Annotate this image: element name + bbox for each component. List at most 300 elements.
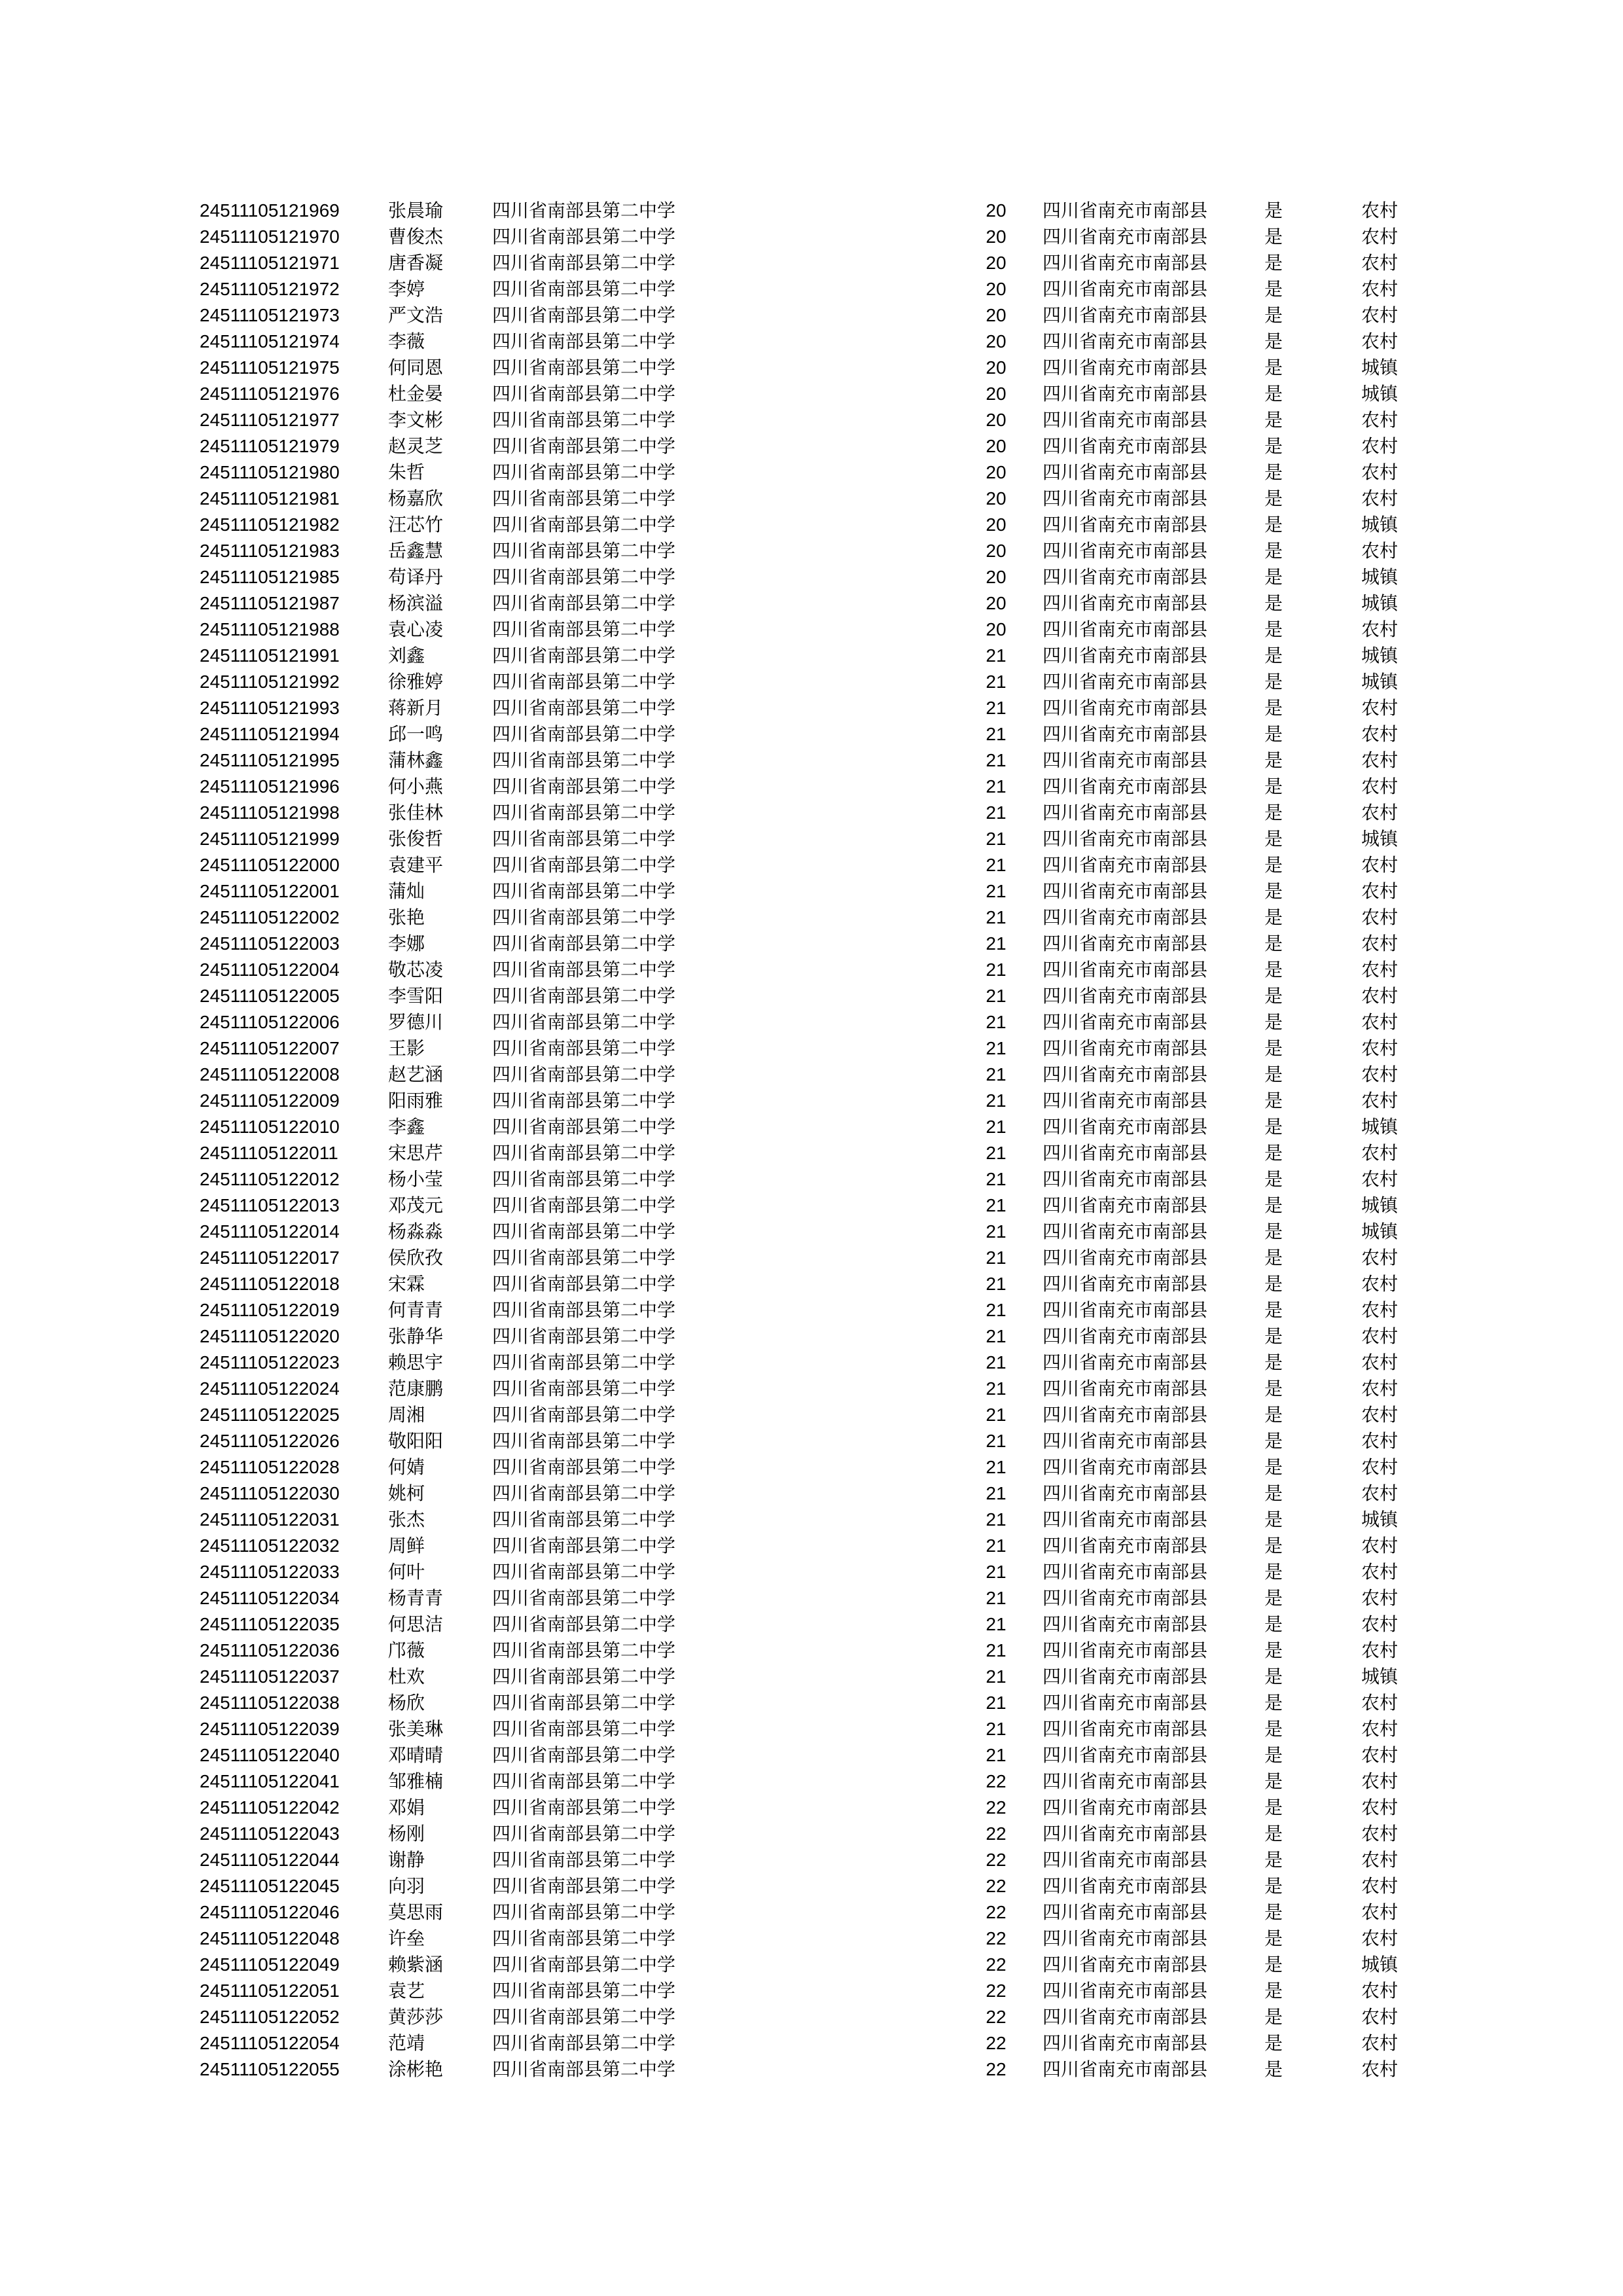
table-row xyxy=(0,1821,1623,1847)
school-name: 四川省南部县第二中学 xyxy=(492,383,676,404)
school-name: 四川省南部县第二中学 xyxy=(492,1954,676,1975)
area-type: 农村 xyxy=(1361,985,1399,1007)
area-type: 农村 xyxy=(1361,906,1399,928)
home-address: 四川省南充市南部县 xyxy=(1043,1587,1208,1609)
school-name: 四川省南部县第二中学 xyxy=(492,1823,676,1844)
home-address: 四川省南充市南部县 xyxy=(1043,1823,1208,1844)
area-type: 农村 xyxy=(1361,1613,1399,1635)
status-flag: 是 xyxy=(1264,540,1283,562)
area-type: 城镇 xyxy=(1361,592,1399,614)
student-id: 24511105121999 xyxy=(200,829,340,849)
area-type: 农村 xyxy=(1361,1770,1399,1792)
student-id: 24511105121974 xyxy=(200,331,340,351)
age-value: 21 xyxy=(986,1090,1007,1111)
student-name: 杨欣 xyxy=(388,1692,425,1713)
area-type: 农村 xyxy=(1361,776,1399,797)
school-name: 四川省南部县第二中学 xyxy=(492,1456,676,1478)
school-name: 四川省南部县第二中学 xyxy=(492,880,676,902)
home-address: 四川省南充市南部县 xyxy=(1043,802,1208,823)
age-value: 20 xyxy=(986,253,1007,273)
status-flag: 是 xyxy=(1264,1325,1283,1347)
student-id: 24511105122019 xyxy=(200,1300,340,1320)
age-value: 21 xyxy=(986,802,1007,823)
age-value: 22 xyxy=(986,2059,1007,2079)
student-id: 24511105122039 xyxy=(200,1719,340,1739)
home-address: 四川省南充市南部县 xyxy=(1043,1770,1208,1792)
home-address: 四川省南充市南部县 xyxy=(1043,828,1208,850)
student-name: 朱哲 xyxy=(388,461,425,483)
age-value: 22 xyxy=(986,1797,1007,1818)
table-row xyxy=(0,1245,1623,1271)
home-address: 四川省南充市南部县 xyxy=(1043,1613,1208,1635)
student-name: 赖紫涵 xyxy=(388,1954,444,1975)
student-name: 罗德川 xyxy=(388,1011,444,1033)
home-address: 四川省南充市南部县 xyxy=(1043,1142,1208,1164)
age-value: 20 xyxy=(986,226,1007,247)
student-id: 24511105122055 xyxy=(200,2059,340,2079)
student-name: 蒲灿 xyxy=(388,880,425,902)
status-flag: 是 xyxy=(1264,671,1283,692)
student-name: 杨淼淼 xyxy=(388,1221,444,1242)
area-type: 农村 xyxy=(1361,1744,1399,1766)
school-name: 四川省南部县第二中学 xyxy=(492,1666,676,1687)
home-address: 四川省南充市南部县 xyxy=(1043,619,1208,640)
home-address: 四川省南充市南部县 xyxy=(1043,1299,1208,1321)
student-id: 24511105122054 xyxy=(200,2033,340,2053)
student-name: 苟译丹 xyxy=(388,566,444,588)
age-value: 20 xyxy=(986,593,1007,613)
table-row xyxy=(0,1402,1623,1428)
school-name: 四川省南部县第二中学 xyxy=(492,828,676,850)
age-value: 20 xyxy=(986,410,1007,430)
area-type: 城镇 xyxy=(1361,357,1399,378)
status-flag: 是 xyxy=(1264,409,1283,431)
status-flag: 是 xyxy=(1264,252,1283,274)
student-id: 24511105122031 xyxy=(200,1509,340,1530)
home-address: 四川省南充市南部县 xyxy=(1043,1456,1208,1478)
school-name: 四川省南部县第二中学 xyxy=(492,1797,676,1818)
school-name: 四川省南部县第二中学 xyxy=(492,435,676,457)
home-address: 四川省南充市南部县 xyxy=(1043,1430,1208,1452)
age-value: 21 xyxy=(986,1509,1007,1530)
home-address: 四川省南充市南部县 xyxy=(1043,1666,1208,1687)
table-row xyxy=(0,1533,1623,1559)
school-name: 四川省南部县第二中学 xyxy=(492,1037,676,1059)
age-value: 21 xyxy=(986,1378,1007,1399)
table-row xyxy=(0,747,1623,774)
area-type: 农村 xyxy=(1361,226,1399,247)
area-type: 农村 xyxy=(1361,1875,1399,1897)
home-address: 四川省南充市南部县 xyxy=(1043,1980,1208,2001)
status-flag: 是 xyxy=(1264,304,1283,326)
area-type: 农村 xyxy=(1361,1587,1399,1609)
student-id: 24511105121979 xyxy=(200,436,340,456)
student-id: 24511105121976 xyxy=(200,384,340,404)
student-id: 24511105122038 xyxy=(200,1693,340,1713)
student-name: 邓娟 xyxy=(388,1797,425,1818)
area-type: 农村 xyxy=(1361,880,1399,902)
school-name: 四川省南部县第二中学 xyxy=(492,1116,676,1138)
table-row xyxy=(0,931,1623,957)
home-address: 四川省南充市南部县 xyxy=(1043,1247,1208,1268)
area-type: 农村 xyxy=(1361,1561,1399,1583)
student-id: 24511105122033 xyxy=(200,1562,340,1582)
age-value: 21 xyxy=(986,907,1007,927)
status-flag: 是 xyxy=(1264,1299,1283,1321)
home-address: 四川省南充市南部县 xyxy=(1043,671,1208,692)
student-id: 24511105122017 xyxy=(200,1247,340,1268)
student-id: 24511105122012 xyxy=(200,1169,340,1189)
home-address: 四川省南充市南部县 xyxy=(1043,1064,1208,1085)
status-flag: 是 xyxy=(1264,1666,1283,1687)
status-flag: 是 xyxy=(1264,906,1283,928)
status-flag: 是 xyxy=(1264,566,1283,588)
home-address: 四川省南充市南部县 xyxy=(1043,1011,1208,1033)
home-address: 四川省南充市南部县 xyxy=(1043,357,1208,378)
status-flag: 是 xyxy=(1264,1535,1283,1556)
age-value: 21 xyxy=(986,1274,1007,1294)
status-flag: 是 xyxy=(1264,1456,1283,1478)
student-id: 24511105121969 xyxy=(200,200,340,221)
table-row xyxy=(0,1768,1623,1795)
student-id: 24511105121981 xyxy=(200,488,340,509)
status-flag: 是 xyxy=(1264,854,1283,876)
table-row xyxy=(0,486,1623,512)
school-name: 四川省南部县第二中学 xyxy=(492,985,676,1007)
table-row xyxy=(0,1926,1623,1952)
table-row xyxy=(0,276,1623,302)
age-value: 21 xyxy=(986,1431,1007,1451)
age-value: 21 xyxy=(986,1038,1007,1058)
school-name: 四川省南部县第二中学 xyxy=(492,1561,676,1583)
home-address: 四川省南充市南部县 xyxy=(1043,304,1208,326)
school-name: 四川省南部县第二中学 xyxy=(492,1404,676,1426)
area-type: 农村 xyxy=(1361,1849,1399,1871)
status-flag: 是 xyxy=(1264,1561,1283,1583)
area-type: 农村 xyxy=(1361,409,1399,431)
student-id: 24511105122023 xyxy=(200,1352,340,1372)
table-row xyxy=(0,1297,1623,1323)
age-value: 21 xyxy=(986,1666,1007,1687)
school-name: 四川省南部县第二中学 xyxy=(492,1247,676,1268)
home-address: 四川省南充市南部县 xyxy=(1043,1325,1208,1347)
student-id: 24511105122034 xyxy=(200,1588,340,1608)
student-id: 24511105121993 xyxy=(200,698,340,718)
status-flag: 是 xyxy=(1264,1692,1283,1713)
school-name: 四川省南部县第二中学 xyxy=(492,1509,676,1530)
school-name: 四川省南部县第二中学 xyxy=(492,1273,676,1295)
age-value: 21 xyxy=(986,1483,1007,1503)
student-name: 唐香凝 xyxy=(388,252,444,274)
school-name: 四川省南部县第二中学 xyxy=(492,461,676,483)
table-row xyxy=(0,407,1623,433)
student-id: 24511105122052 xyxy=(200,2007,340,2027)
age-value: 21 xyxy=(986,1405,1007,1425)
age-value: 20 xyxy=(986,514,1007,535)
age-value: 20 xyxy=(986,462,1007,482)
table-row xyxy=(0,1035,1623,1062)
age-value: 21 xyxy=(986,1247,1007,1268)
home-address: 四川省南充市南部县 xyxy=(1043,1954,1208,1975)
home-address: 四川省南充市南部县 xyxy=(1043,488,1208,509)
table-row xyxy=(0,643,1623,669)
status-flag: 是 xyxy=(1264,1901,1283,1923)
table-row xyxy=(0,1376,1623,1402)
home-address: 四川省南充市南部县 xyxy=(1043,226,1208,247)
student-name: 阳雨雅 xyxy=(388,1090,444,1111)
school-name: 四川省南部县第二中学 xyxy=(492,933,676,954)
school-name: 四川省南部县第二中学 xyxy=(492,304,676,326)
status-flag: 是 xyxy=(1264,1482,1283,1504)
student-id: 24511105121992 xyxy=(200,672,340,692)
home-address: 四川省南充市南部县 xyxy=(1043,514,1208,535)
school-name: 四川省南部县第二中学 xyxy=(492,514,676,535)
area-type: 农村 xyxy=(1361,1247,1399,1268)
student-name: 曹俊杰 xyxy=(388,226,444,247)
table-row xyxy=(0,1219,1623,1245)
status-flag: 是 xyxy=(1264,1980,1283,2001)
table-row xyxy=(0,2004,1623,2030)
area-type: 农村 xyxy=(1361,2032,1399,2054)
table-row xyxy=(0,617,1623,643)
area-type: 农村 xyxy=(1361,1142,1399,1164)
home-address: 四川省南充市南部县 xyxy=(1043,723,1208,745)
student-name: 李娜 xyxy=(388,933,425,954)
status-flag: 是 xyxy=(1264,1011,1283,1033)
student-id: 24511105122041 xyxy=(200,1771,340,1791)
school-name: 四川省南部县第二中学 xyxy=(492,278,676,300)
area-type: 农村 xyxy=(1361,749,1399,771)
status-flag: 是 xyxy=(1264,1168,1283,1190)
area-type: 城镇 xyxy=(1361,1116,1399,1138)
status-flag: 是 xyxy=(1264,959,1283,980)
student-id: 24511105122045 xyxy=(200,1876,340,1896)
status-flag: 是 xyxy=(1264,1509,1283,1530)
student-id: 24511105121982 xyxy=(200,514,340,535)
age-value: 21 xyxy=(986,881,1007,901)
age-value: 21 xyxy=(986,1064,1007,1085)
student-id: 24511105121983 xyxy=(200,541,340,561)
status-flag: 是 xyxy=(1264,1744,1283,1766)
student-name: 张佳林 xyxy=(388,802,444,823)
school-name: 四川省南部县第二中学 xyxy=(492,1928,676,1949)
age-value: 21 xyxy=(986,750,1007,770)
status-flag: 是 xyxy=(1264,1090,1283,1111)
status-flag: 是 xyxy=(1264,1770,1283,1792)
home-address: 四川省南充市南部县 xyxy=(1043,1168,1208,1190)
table-row xyxy=(0,1428,1623,1454)
student-name: 张晨瑜 xyxy=(388,200,444,221)
table-row xyxy=(0,1742,1623,1768)
table-row xyxy=(0,1114,1623,1140)
table-row xyxy=(0,1193,1623,1219)
student-id: 24511105122006 xyxy=(200,1012,340,1032)
table-row xyxy=(0,512,1623,538)
student-id: 24511105121972 xyxy=(200,279,340,299)
status-flag: 是 xyxy=(1264,488,1283,509)
status-flag: 是 xyxy=(1264,1797,1283,1818)
student-id: 24511105122002 xyxy=(200,907,340,927)
student-name: 何叶 xyxy=(388,1561,425,1583)
school-name: 四川省南部县第二中学 xyxy=(492,723,676,745)
student-name: 徐雅婷 xyxy=(388,671,444,692)
home-address: 四川省南充市南部县 xyxy=(1043,435,1208,457)
student-id: 24511105122018 xyxy=(200,1274,340,1294)
table-row xyxy=(0,2056,1623,2083)
student-name: 杨青青 xyxy=(388,1587,444,1609)
school-name: 四川省南部县第二中学 xyxy=(492,1194,676,1216)
student-id: 24511105122042 xyxy=(200,1797,340,1818)
home-address: 四川省南充市南部县 xyxy=(1043,1744,1208,1766)
age-value: 21 xyxy=(986,724,1007,744)
student-name: 李婷 xyxy=(388,278,425,300)
age-value: 20 xyxy=(986,436,1007,456)
status-flag: 是 xyxy=(1264,1404,1283,1426)
school-name: 四川省南部县第二中学 xyxy=(492,671,676,692)
status-flag: 是 xyxy=(1264,331,1283,352)
student-id: 24511105121973 xyxy=(200,305,340,325)
home-address: 四川省南充市南部县 xyxy=(1043,1116,1208,1138)
status-flag: 是 xyxy=(1264,1640,1283,1661)
table-row xyxy=(0,355,1623,381)
area-type: 农村 xyxy=(1361,252,1399,274)
school-name: 四川省南部县第二中学 xyxy=(492,1299,676,1321)
student-id: 24511105122048 xyxy=(200,1928,340,1948)
table-row xyxy=(0,1638,1623,1664)
table-row xyxy=(0,329,1623,355)
student-name: 邓茂元 xyxy=(388,1194,444,1216)
student-name: 张杰 xyxy=(388,1509,425,1530)
student-name: 李鑫 xyxy=(388,1116,425,1138)
student-id: 24511105122046 xyxy=(200,1902,340,1922)
area-type: 农村 xyxy=(1361,1535,1399,1556)
student-id: 24511105121991 xyxy=(200,645,340,666)
age-value: 21 xyxy=(986,855,1007,875)
school-name: 四川省南部县第二中学 xyxy=(492,226,676,247)
student-name: 宋思芹 xyxy=(388,1142,444,1164)
student-name: 宋霖 xyxy=(388,1273,425,1295)
area-type: 农村 xyxy=(1361,1325,1399,1347)
status-flag: 是 xyxy=(1264,226,1283,247)
table-row xyxy=(0,852,1623,878)
student-name: 邱一鸣 xyxy=(388,723,444,745)
home-address: 四川省南充市南部县 xyxy=(1043,1901,1208,1923)
home-address: 四川省南充市南部县 xyxy=(1043,985,1208,1007)
student-name: 张艳 xyxy=(388,906,425,928)
age-value: 20 xyxy=(986,567,1007,587)
home-address: 四川省南充市南部县 xyxy=(1043,1273,1208,1295)
student-name: 蒋新月 xyxy=(388,697,444,719)
school-name: 四川省南部县第二中学 xyxy=(492,854,676,876)
area-type: 农村 xyxy=(1361,854,1399,876)
age-value: 22 xyxy=(986,2007,1007,2027)
table-row xyxy=(0,1454,1623,1480)
age-value: 21 xyxy=(986,1588,1007,1608)
home-address: 四川省南充市南部县 xyxy=(1043,1875,1208,1897)
school-name: 四川省南部县第二中学 xyxy=(492,1378,676,1399)
student-id: 24511105121995 xyxy=(200,750,340,770)
student-id: 24511105122001 xyxy=(200,881,340,901)
age-value: 21 xyxy=(986,1326,1007,1346)
area-type: 农村 xyxy=(1361,1011,1399,1033)
table-row xyxy=(0,721,1623,747)
table-row xyxy=(0,1507,1623,1533)
age-value: 22 xyxy=(986,1954,1007,1975)
area-type: 农村 xyxy=(1361,933,1399,954)
student-name: 赵艺涵 xyxy=(388,1064,444,1085)
home-address: 四川省南充市南部县 xyxy=(1043,933,1208,954)
table-row xyxy=(0,1873,1623,1899)
school-name: 四川省南部县第二中学 xyxy=(492,1325,676,1347)
table-row xyxy=(0,1166,1623,1193)
area-type: 农村 xyxy=(1361,2058,1399,2080)
student-id: 24511105121998 xyxy=(200,802,340,823)
school-name: 四川省南部县第二中学 xyxy=(492,1718,676,1740)
table-row xyxy=(0,1323,1623,1350)
school-name: 四川省南部县第二中学 xyxy=(492,1011,676,1033)
status-flag: 是 xyxy=(1264,1221,1283,1242)
home-address: 四川省南充市南部县 xyxy=(1043,1404,1208,1426)
student-id: 24511105121988 xyxy=(200,619,340,639)
age-value: 20 xyxy=(986,279,1007,299)
age-value: 22 xyxy=(986,2033,1007,2053)
age-value: 22 xyxy=(986,1902,1007,1922)
status-flag: 是 xyxy=(1264,933,1283,954)
home-address: 四川省南充市南部县 xyxy=(1043,2058,1208,2080)
student-id: 24511105122000 xyxy=(200,855,340,875)
status-flag: 是 xyxy=(1264,1954,1283,1975)
student-id: 24511105122036 xyxy=(200,1640,340,1660)
home-address: 四川省南充市南部县 xyxy=(1043,959,1208,980)
student-id: 24511105122003 xyxy=(200,933,340,954)
school-name: 四川省南部县第二中学 xyxy=(492,1849,676,1871)
age-value: 21 xyxy=(986,1457,1007,1477)
home-address: 四川省南充市南部县 xyxy=(1043,461,1208,483)
student-name: 张俊哲 xyxy=(388,828,444,850)
student-id: 24511105122040 xyxy=(200,1745,340,1765)
school-name: 四川省南部县第二中学 xyxy=(492,252,676,274)
school-name: 四川省南部县第二中学 xyxy=(492,331,676,352)
home-address: 四川省南充市南部县 xyxy=(1043,2006,1208,2028)
status-flag: 是 xyxy=(1264,985,1283,1007)
age-value: 22 xyxy=(986,1823,1007,1844)
age-value: 20 xyxy=(986,331,1007,351)
age-value: 21 xyxy=(986,1562,1007,1582)
age-value: 21 xyxy=(986,1745,1007,1765)
home-address: 四川省南充市南部县 xyxy=(1043,409,1208,431)
status-flag: 是 xyxy=(1264,1849,1283,1871)
student-name: 王影 xyxy=(388,1037,425,1059)
school-name: 四川省南部县第二中学 xyxy=(492,1221,676,1242)
status-flag: 是 xyxy=(1264,1587,1283,1609)
school-name: 四川省南部县第二中学 xyxy=(492,959,676,980)
school-name: 四川省南部县第二中学 xyxy=(492,1640,676,1661)
status-flag: 是 xyxy=(1264,1928,1283,1949)
status-flag: 是 xyxy=(1264,1037,1283,1059)
student-name: 姚柯 xyxy=(388,1482,425,1504)
table-row xyxy=(0,1899,1623,1926)
home-address: 四川省南充市南部县 xyxy=(1043,645,1208,666)
table-row xyxy=(0,302,1623,329)
status-flag: 是 xyxy=(1264,697,1283,719)
age-value: 21 xyxy=(986,1535,1007,1556)
table-row xyxy=(0,905,1623,931)
student-id: 24511105121971 xyxy=(200,253,340,273)
age-value: 21 xyxy=(986,960,1007,980)
age-value: 21 xyxy=(986,698,1007,718)
home-address: 四川省南充市南部县 xyxy=(1043,1090,1208,1111)
student-id: 24511105121994 xyxy=(200,724,340,744)
